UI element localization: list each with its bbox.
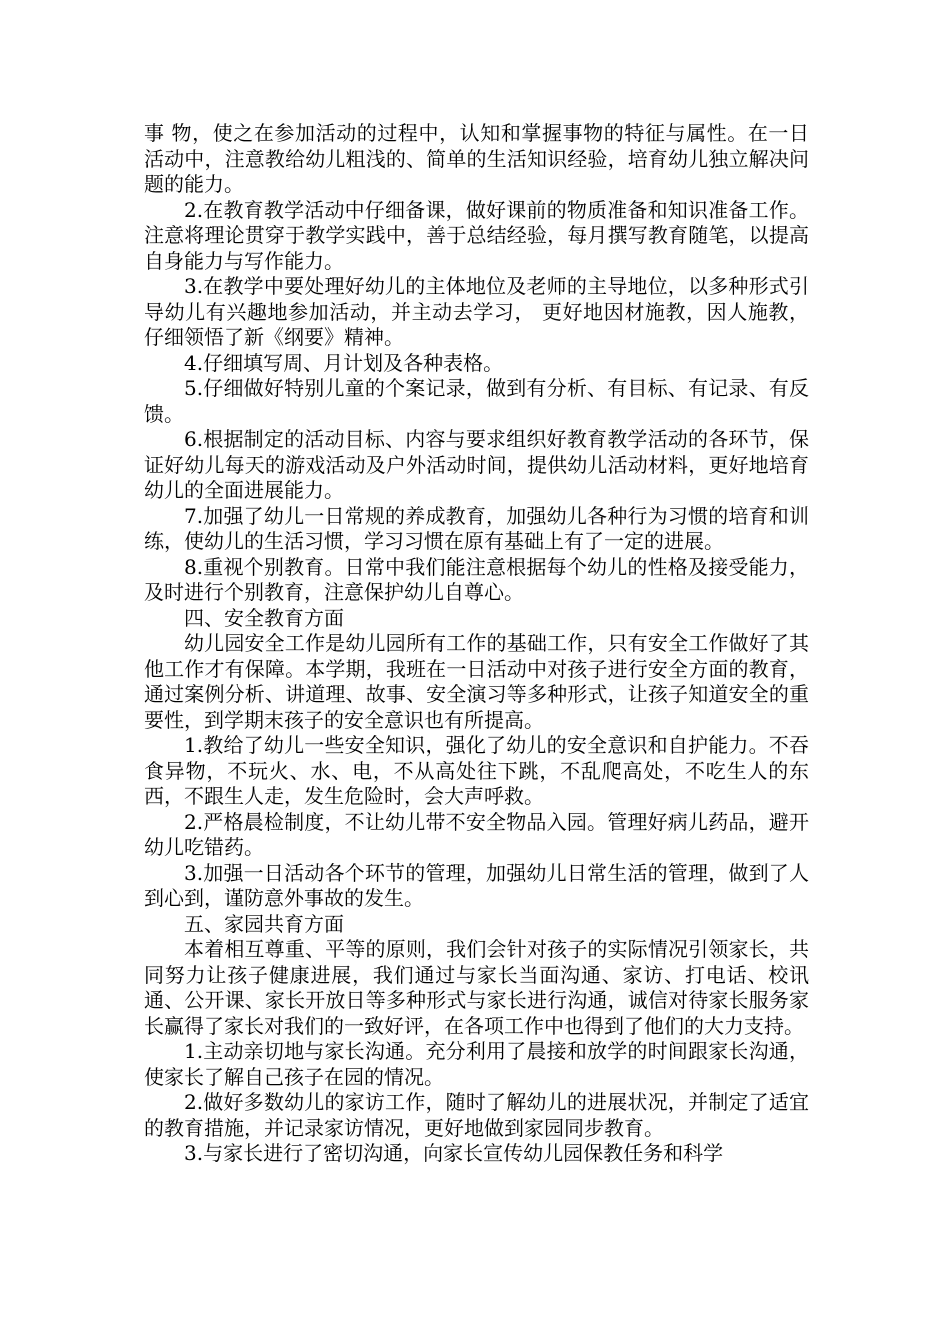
paragraph-home-school-2: 2.做好多数幼儿的家访工作，随时了解幼儿的进展状况，并制定了适宜的教育措施，并记录家访情况，更好地做到家园同步教育。 [144, 1090, 809, 1140]
paragraph-item-8: 8.重视个别教育。日常中我们能注意根据每个幼儿的性格及接受能力，及时进行个别教育，注意保护幼儿自尊心。 [144, 554, 809, 604]
paragraph-continuation: 事 物，使之在参加活动的过程中，认知和掌握事物的特征与属性。在一日活动中，注意教给幼儿粗浅的、简单的生活知识经验，培育幼儿独立解决问题的能力。 [144, 121, 809, 196]
paragraph-item-2: 2.在教育教学活动中仔细备课，做好课前的物质准备和知识准备工作。注意将理论贯穿于教学实践中，善于总结经验，每月撰写教育随笔，以提高自身能力与写作能力。 [144, 197, 809, 273]
paragraph-safety-2: 2.严格晨检制度，不让幼儿带不安全物品入园。管理好病儿药品，避开幼儿吃错药。 [144, 809, 809, 859]
paragraph-item-6: 6.根据制定的活动目标、内容与要求组织好教育教学活动的各环节，保证好幼儿每天的游戏活动及户外活动时间，提供幼儿活动材料，更好地培育幼儿的全面进展能力。 [144, 427, 809, 502]
paragraph-safety-3: 3.加强一日活动各个环节的管理，加强幼儿日常生活的管理，做到了人到心到，谨防意外事故的发生。 [144, 860, 809, 910]
document-page [144, 121, 809, 1167]
paragraph-item-4: 4.仔细填写周、月计划及各种表格。 [184, 350, 504, 375]
paragraph-safety-intro: 幼儿园安全工作是幼儿园所有工作的基础工作，只有安全工作做好了其他工作才有保障。本学期，我班在一日活动中对孩子进行安全方面的教育，通过案例分析、讲道理、故事、安全演习等多种形式，让孩子知道安全的重要性，到学期末孩子的安全意识也有所提高。 [144, 631, 809, 732]
paragraph-home-school-3: 3.与家长进行了密切沟通，向家长宣传幼儿园保教任务和科学 [184, 1141, 724, 1165]
paragraph-item-7: 7.加强了幼儿一日常规的养成教育，加强幼儿各种行为习惯的培育和训练，使幼儿的生活习惯，学习习惯在原有基础上有了一定的进展。 [144, 503, 809, 553]
section-heading-home-school: 五、家园共育方面 [184, 911, 344, 936]
paragraph-safety-1: 1.教给了幼儿一些安全知识，强化了幼儿的安全意识和自护能力。不吞食异物，不玩火、水、电，不从高处往下跳，不乱爬高处，不吃生人的东西，不跟生人走，发生危险时，会大声呼救。 [144, 733, 809, 808]
paragraph-home-school-intro: 本着相互尊重、平等的原则，我们会针对孩子的实际情况引领家长，共同努力让孩子健康进展，我们通过与家长当面沟通、家访、打电话、校讯通、公开课、家长开放日等多种形式与家长进行沟通，诚信对待家长服务家长赢得了家长对我们的一致好评，在各项工作中也得到了他们的大力支持。 [144, 937, 809, 1038]
paragraph-item-3: 3.在教学中要处理好幼儿的主体地位及老师的主导地位，以多种形式引导幼儿有兴趣地参加活动，并主动去学习， 更好地因材施教，因人施教，仔细领悟了新《纲要》精神。 [144, 274, 809, 349]
paragraph-item-5: 5.仔细做好特别儿童的个案记录，做到有分析、有目标、有记录、有反馈。 [144, 376, 809, 426]
section-heading-safety: 四、安全教育方面 [184, 605, 344, 630]
paragraph-home-school-1: 1.主动亲切地与家长沟通。充分利用了晨接和放学的时间跟家长沟通，使家长了解自己孩子在园的情况。 [144, 1039, 809, 1089]
